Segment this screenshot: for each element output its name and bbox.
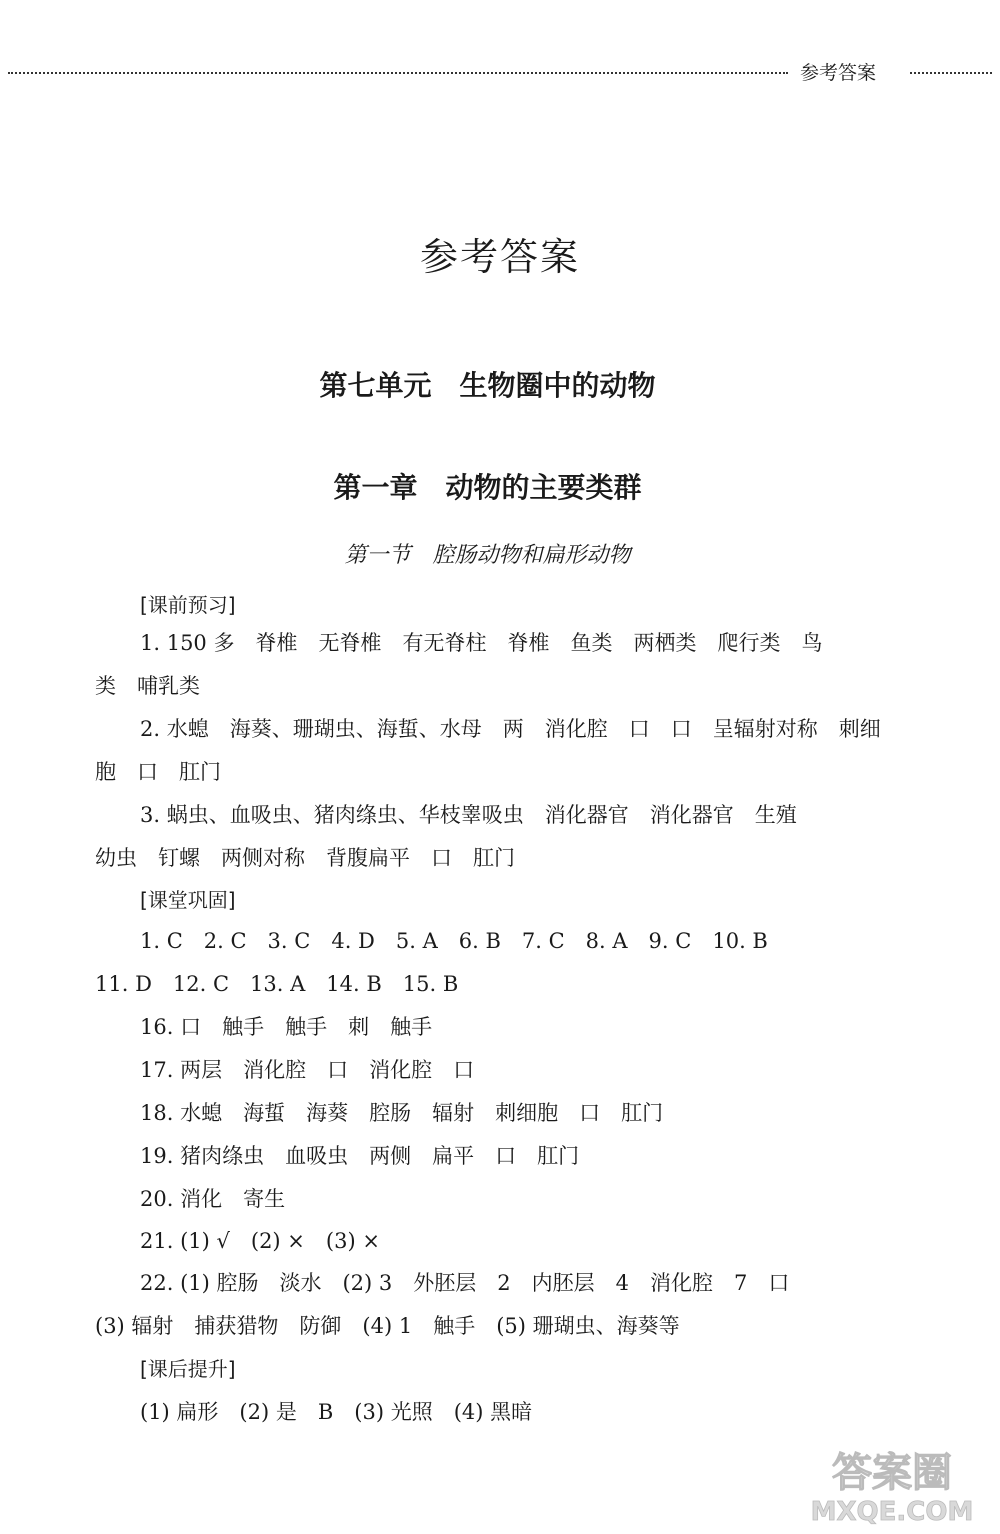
watermark-logo-text: 答案圈 bbox=[832, 1450, 952, 1496]
header-dotted-rule-right bbox=[910, 72, 992, 74]
preview-heading: [课前预习] bbox=[140, 593, 236, 617]
section-title: 第一节 腔肠动物和扁形动物 bbox=[344, 543, 631, 568]
answer-line: 17. 两层 消化腔 口 消化腔 口 bbox=[140, 1058, 475, 1082]
answer-line: 20. 消化 寄生 bbox=[140, 1187, 286, 1211]
answer-line: 类 哺乳类 bbox=[95, 674, 200, 698]
answer-line: 1. C 2. C 3. C 4. D 5. A 6. B 7. C 8. A 9. C 10. B bbox=[140, 929, 768, 953]
watermark-site-text: MXQE.COM bbox=[810, 1497, 974, 1527]
answer-line: 2. 水螅 海葵、珊瑚虫、海蜇、水母 两 消化腔 口 口 呈辐射对称 刺细 bbox=[140, 717, 881, 741]
answer-line: 18. 水螅 海蜇 海葵 腔肠 辐射 刺细胞 口 肛门 bbox=[140, 1101, 664, 1125]
header-dotted-rule-left bbox=[8, 72, 788, 74]
watermark-logo bbox=[792, 1438, 992, 1528]
page-header bbox=[0, 58, 1000, 88]
page-title: 参考答案 bbox=[419, 235, 580, 279]
answer-line: 胞 口 肛门 bbox=[95, 760, 221, 784]
running-title: 参考答案 bbox=[800, 62, 877, 84]
unit-title: 第七单元 生物圈中的动物 bbox=[319, 369, 656, 402]
answer-line: 11. D 12. C 13. A 14. B 15. B bbox=[95, 972, 459, 996]
answer-line: (3) 辐射 捕获猎物 防御 (4) 1 触手 (5) 珊瑚虫、海葵等 bbox=[95, 1314, 680, 1338]
answer-line: 1. 150 多 脊椎 无脊椎 有无脊柱 脊椎 鱼类 两栖类 爬行类 鸟 bbox=[140, 631, 823, 655]
answer-line: (1) 扁形 (2) 是 B (3) 光照 (4) 黑暗 bbox=[140, 1400, 533, 1424]
class-heading: [课堂巩固] bbox=[140, 888, 236, 912]
answer-line: 幼虫 钉螺 两侧对称 背腹扁平 口 肛门 bbox=[95, 846, 515, 870]
answer-line: 19. 猪肉绦虫 血吸虫 两侧 扁平 口 肛门 bbox=[140, 1144, 580, 1168]
answer-line: 3. 蜗虫、血吸虫、猪肉绦虫、华枝睾吸虫 消化器官 消化器官 生殖 bbox=[140, 803, 797, 827]
after-class-heading: [课后提升] bbox=[140, 1357, 236, 1381]
answer-line: 21. (1) √ (2) × (3) × bbox=[140, 1229, 380, 1253]
answer-line: 22. (1) 腔肠 淡水 (2) 3 外胚层 2 内胚层 4 消化腔 7 口 bbox=[140, 1271, 790, 1295]
answer-line: 16. 口 触手 触手 刺 触手 bbox=[140, 1015, 433, 1039]
chapter-title: 第一章 动物的主要类群 bbox=[333, 471, 642, 504]
